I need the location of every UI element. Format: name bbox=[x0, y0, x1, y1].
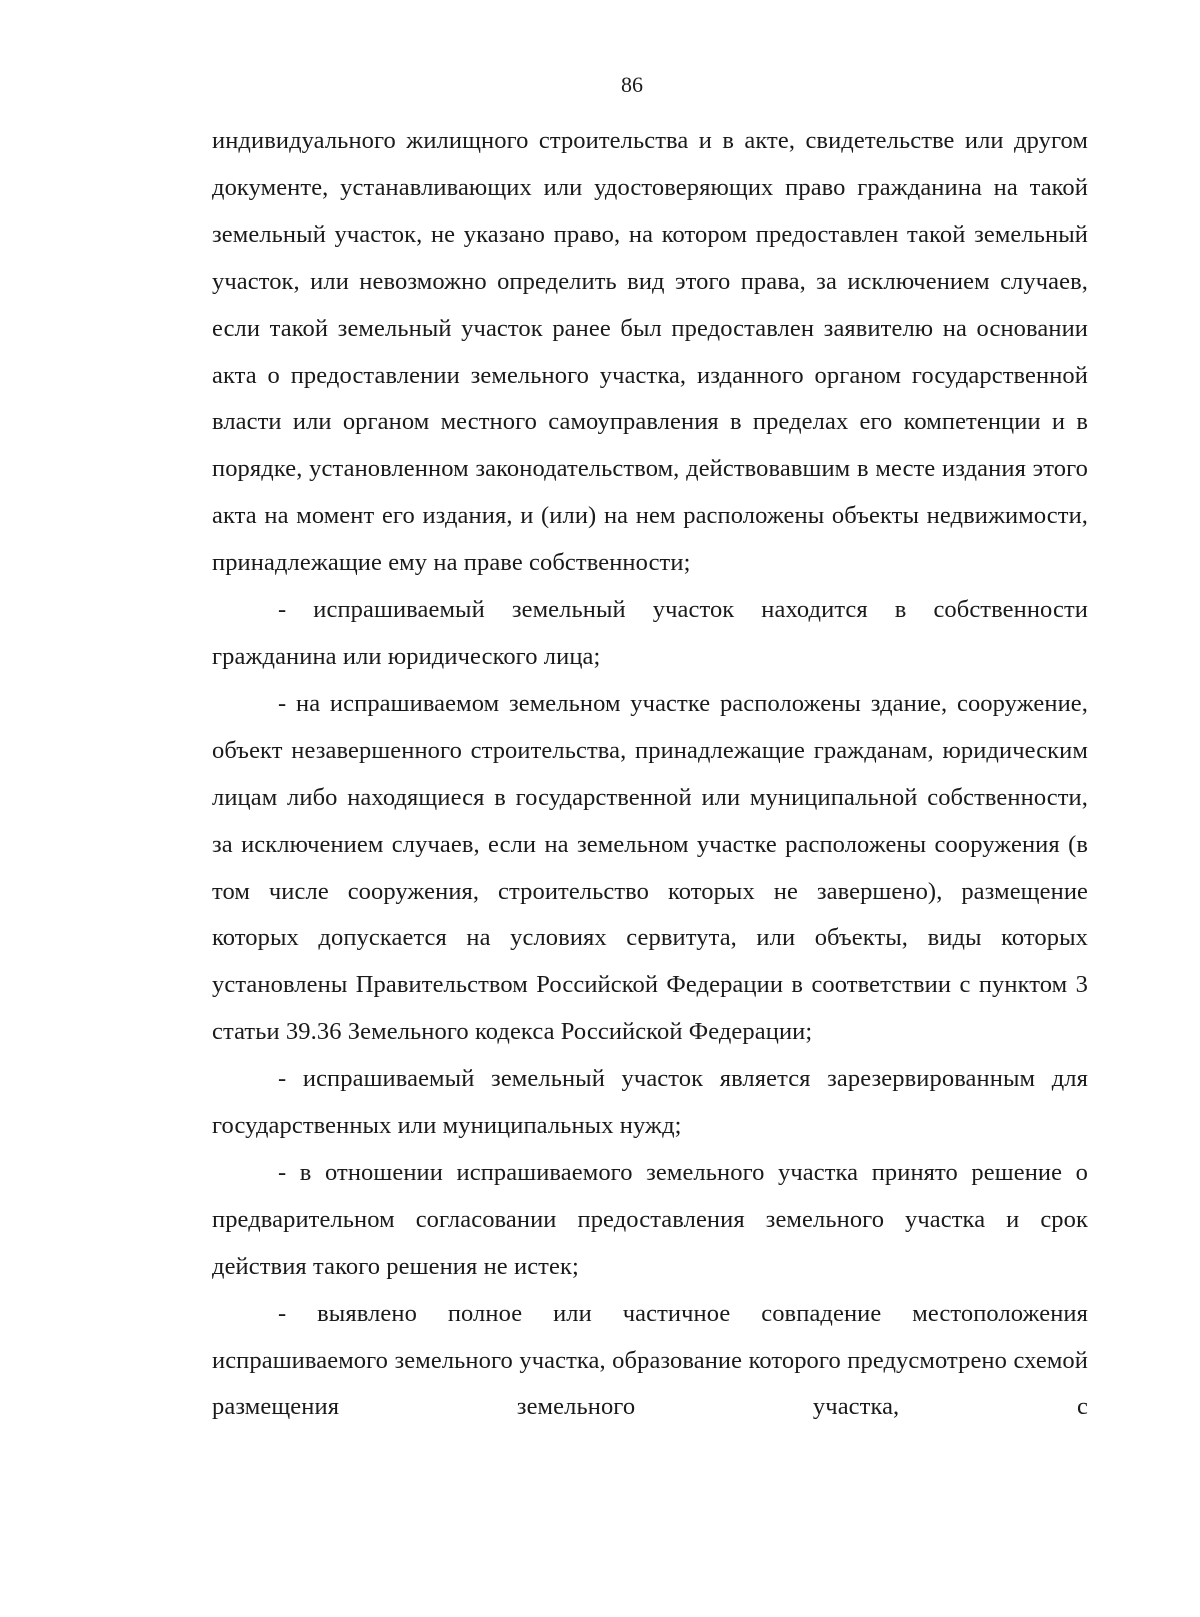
paragraph-item-reserved: - испрашиваемый земельный участок является зарезервированным для государственных или муниципальных нужд; bbox=[212, 1065, 1088, 1140]
paragraph-item-buildings: - на испрашиваемом земельном участке расположены здание, сооружение, объект незавершенного строительства, принадлежащие гражданам, юридическим лицам либо находящиеся в государственной или муниципальной собственности, за исключением случаев, если на земельном участке расположены сооружения (в том числе сооружения, строительство которых не завершено), размещение которых допускается на условиях сервитута, или объекты, виды которых установлены Правительством Российской Федерации в соответствии с пунктом 3 статьи 39.36 Земельного кодекса Российской Федерации; bbox=[212, 689, 1088, 1046]
paragraph-item-preliminary-approval: - в отношении испрашиваемого земельного участка принято решение о предварительном согласовании предоставления земельного участка и срок действия такого решения не истек; bbox=[212, 1158, 1088, 1280]
paragraph-continuation: индивидуального жилищного строительства и в акте, свидетельстве или другом документе, устанавливающих или удостоверяющих право гражданина на такой земельный участок, не указано право, на котором предоставлен такой земельный участок, или невозможно определить вид этого права, за исключением случаев, если такой земельный участок ранее был предоставлен заявителю на основании акта о предоставлении земельного участка, изданного органом государственной власти или органом местного самоуправления в пределах его компетенции и в порядке, установленном законодательством, действовавшим в месте издания этого акта на момент его издания, и (или) на нем расположены объекты недвижимости, принадлежащие ему на праве собственности; bbox=[212, 127, 1088, 577]
paragraph-item-ownership: - испрашиваемый земельный участок находится в собственности гражданина или юридического лица; bbox=[212, 596, 1088, 670]
document-body bbox=[212, 118, 1088, 1431]
page-number: 86 bbox=[621, 72, 643, 97]
paragraph-item-location-overlap: - выявлено полное или частичное совпадение местоположения испрашиваемого земельного участка, образование которого предусмотрено схемой размещения земельного участка, с bbox=[212, 1299, 1088, 1421]
